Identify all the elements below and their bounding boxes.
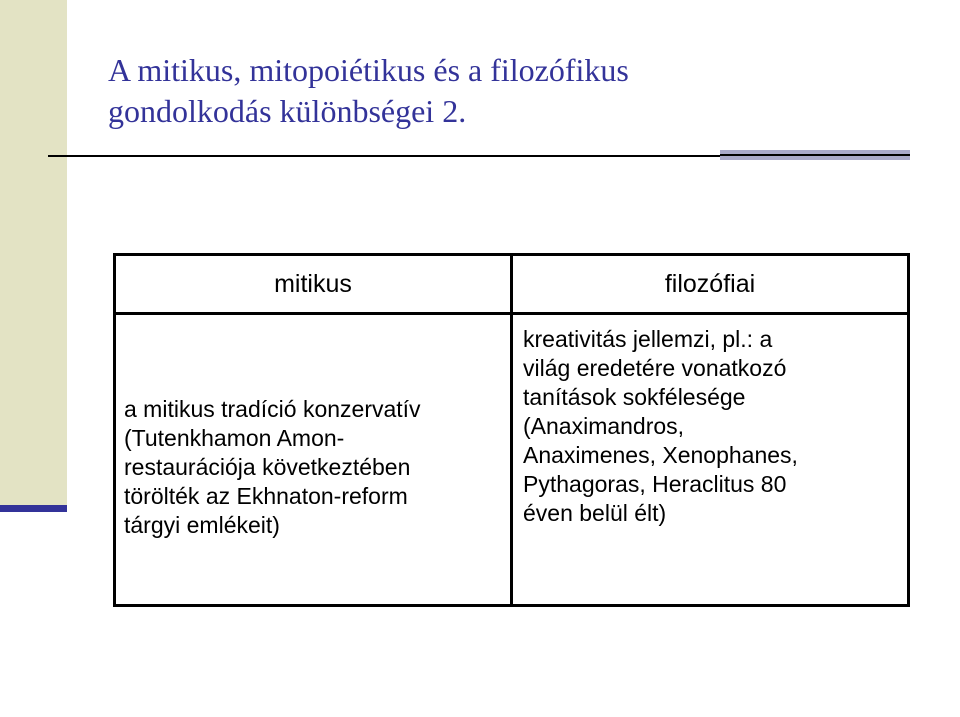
text-line: tárgyi emlékeit)	[124, 512, 280, 538]
text-line: (Anaximandros,	[523, 413, 685, 439]
left-decor-band-foot	[0, 505, 67, 512]
text-line: Pythagoras, Heraclitus 80	[523, 471, 787, 497]
slide-title-line-2: gondolkodás különbségei 2.	[108, 93, 467, 129]
text-line: törölték az Ekhnaton-reform	[124, 483, 408, 509]
text-line: restaurációja következtében	[124, 454, 411, 480]
title-underline-accent	[720, 150, 910, 160]
text-line: éven belül élt)	[523, 500, 667, 526]
text-line: kreativitás jellemzi, pl.: a	[523, 326, 773, 352]
table-row	[115, 314, 909, 606]
cell-filozofiai	[512, 314, 909, 606]
text-line: tanítások sokfélesége	[523, 384, 746, 410]
table-header-row	[115, 255, 909, 314]
cell-mitikus	[115, 314, 512, 606]
text-line: világ eredetére vonatkozó	[523, 355, 787, 381]
text-line: a mitikus tradíció konzervatív	[124, 396, 421, 422]
text-line: Anaximenes, Xenophanes,	[523, 442, 798, 468]
slide-title-line-1: A mitikus, mitopoiétikus és a filozófikus	[108, 52, 629, 88]
slide-title	[108, 50, 629, 132]
left-decor-band	[0, 0, 67, 512]
comparison-table	[113, 253, 910, 607]
header-mitikus: mitikus	[115, 255, 512, 314]
header-filozofiai: filozófiai	[512, 255, 909, 314]
text-line: (Tutenkhamon Amon-	[124, 425, 345, 451]
